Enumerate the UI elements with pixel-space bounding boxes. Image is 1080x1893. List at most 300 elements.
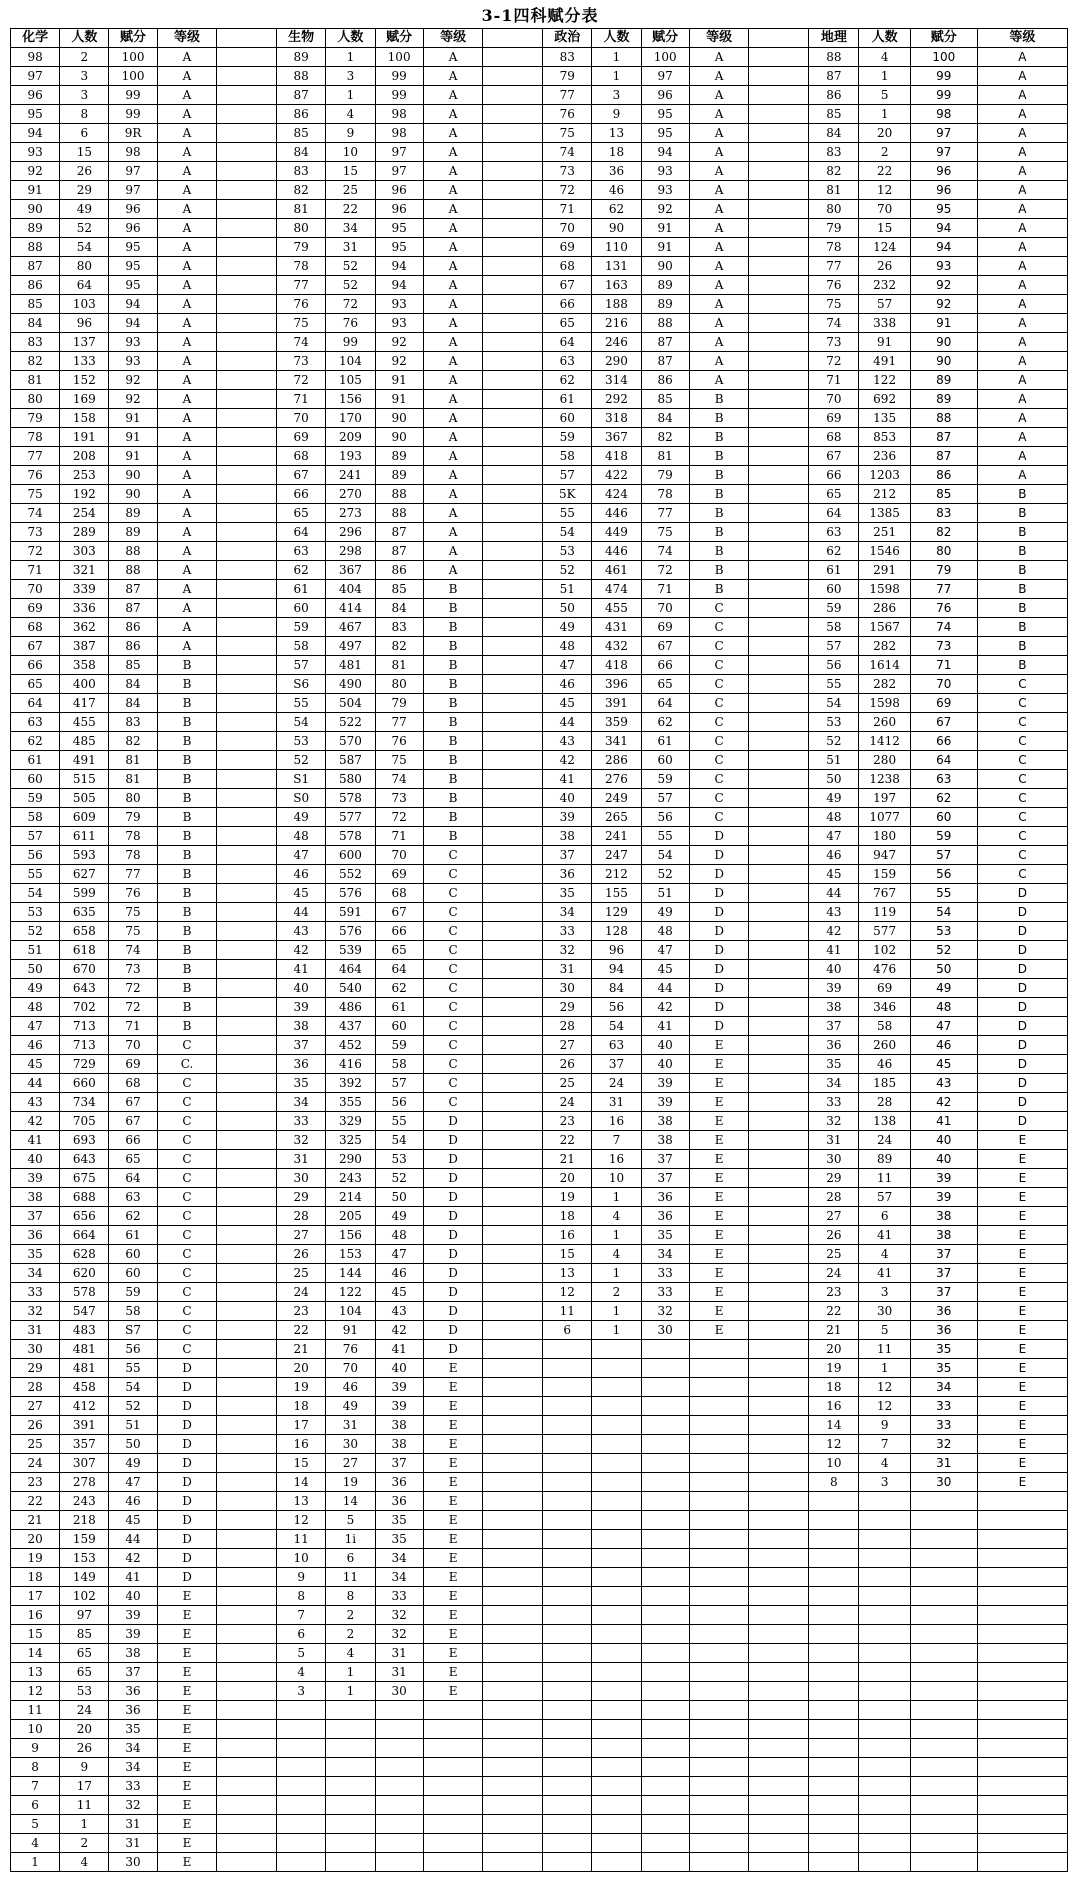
scaled-score-cell: 89 (109, 523, 157, 542)
count-cell: 522 (326, 713, 375, 732)
scaled-score-cell: 99 (910, 86, 977, 105)
table-row (11, 998, 1068, 1017)
spacer-cell (749, 808, 809, 827)
spacer-cell (749, 1530, 809, 1549)
spacer-cell (217, 390, 277, 409)
table-row (11, 1720, 1068, 1739)
grade-cell: B (423, 808, 483, 827)
spacer-cell (749, 865, 809, 884)
scaled-score-cell: 39 (910, 1188, 977, 1207)
raw-score-cell: 73 (809, 333, 859, 352)
spacer-cell (483, 181, 543, 200)
scaled-score-cell: 100 (375, 48, 423, 67)
grade-cell: E (157, 1625, 217, 1644)
spacer-cell (217, 675, 277, 694)
spacer-cell (217, 827, 277, 846)
scaled-score-cell: 98 (109, 143, 157, 162)
scaled-score-cell: 87 (641, 352, 689, 371)
scaled-score-cell: 60 (375, 1017, 423, 1036)
raw-score-cell: 10 (809, 1454, 859, 1473)
count-cell: 185 (859, 1074, 910, 1093)
empty-cell (326, 1758, 375, 1777)
raw-score-cell: 85 (277, 124, 326, 143)
raw-score-cell: 68 (809, 428, 859, 447)
grade-cell: D (689, 941, 749, 960)
spacer-cell (483, 1720, 543, 1739)
scaled-score-cell: 95 (109, 257, 157, 276)
count-cell: 37 (592, 1055, 641, 1074)
raw-score-cell: 69 (809, 409, 859, 428)
scaled-score-cell: 64 (375, 960, 423, 979)
raw-score-cell: 81 (11, 371, 60, 390)
scaled-score-cell: 30 (641, 1321, 689, 1340)
grade-cell: E (157, 1644, 217, 1663)
grade-cell: A (157, 200, 217, 219)
raw-score-cell: 77 (543, 86, 592, 105)
table-row (11, 1473, 1068, 1492)
grade-cell: E (423, 1416, 483, 1435)
count-cell: 24 (60, 1701, 109, 1720)
raw-score-cell: 12 (809, 1435, 859, 1454)
raw-score-cell: 64 (277, 523, 326, 542)
scaled-score-cell: 64 (109, 1169, 157, 1188)
spacer-cell (217, 922, 277, 941)
spacer-cell (749, 276, 809, 295)
scaled-score-cell: 87 (109, 580, 157, 599)
scaled-score-cell: 77 (641, 504, 689, 523)
scaled-score-cell: 38 (641, 1112, 689, 1131)
count-cell: 243 (60, 1492, 109, 1511)
grade-cell: D (423, 1302, 483, 1321)
grade-cell: B (689, 542, 749, 561)
grade-cell: E (689, 1169, 749, 1188)
scaled-score-cell: 61 (109, 1226, 157, 1245)
scaled-score-cell: 68 (375, 884, 423, 903)
empty-cell (543, 1834, 592, 1853)
spacer-cell (217, 1492, 277, 1511)
raw-score-cell: 49 (809, 789, 859, 808)
raw-score-cell: 62 (277, 561, 326, 580)
count-cell: 396 (592, 675, 641, 694)
spacer-cell (217, 580, 277, 599)
count-cell: 4 (592, 1245, 641, 1264)
count-cell: 180 (859, 827, 910, 846)
raw-score-cell: 21 (277, 1340, 326, 1359)
count-cell: 576 (326, 922, 375, 941)
spacer-cell (483, 922, 543, 941)
scaled-score-cell: 96 (109, 200, 157, 219)
spacer-cell (483, 599, 543, 618)
spacer-cell (483, 1625, 543, 1644)
raw-score-cell: 17 (11, 1587, 60, 1606)
empty-cell (641, 1777, 689, 1796)
count-cell: 431 (592, 618, 641, 637)
spacer-cell (749, 504, 809, 523)
empty-cell (592, 1701, 641, 1720)
grade-cell: E (157, 1834, 217, 1853)
grade-cell: E (689, 1036, 749, 1055)
spacer-cell (217, 1055, 277, 1074)
grade-cell: C (689, 732, 749, 751)
raw-score-cell: 12 (277, 1511, 326, 1530)
grade-cell: A (423, 143, 483, 162)
spacer-cell (217, 1739, 277, 1758)
count-cell: 2 (326, 1606, 375, 1625)
spacer-cell (483, 865, 543, 884)
scaled-score-cell: 96 (109, 219, 157, 238)
empty-cell (641, 1701, 689, 1720)
spacer-cell (483, 884, 543, 903)
raw-score-cell: 50 (11, 960, 60, 979)
spacer-cell (483, 675, 543, 694)
scaled-score-cell: 40 (375, 1359, 423, 1378)
spacer-cell (483, 428, 543, 447)
count-cell: 31 (326, 1416, 375, 1435)
scaled-score-cell: 90 (109, 466, 157, 485)
count-cell: 1 (859, 67, 910, 86)
count-cell: 611 (60, 827, 109, 846)
grade-cell: C (689, 713, 749, 732)
spacer-cell (217, 808, 277, 827)
empty-cell (326, 1834, 375, 1853)
raw-score-cell: 51 (543, 580, 592, 599)
empty-cell (910, 1796, 977, 1815)
grade-cell: D (977, 1112, 1067, 1131)
scaled-score-cell: 45 (375, 1283, 423, 1302)
count-cell: 853 (859, 428, 910, 447)
raw-score-cell: 44 (809, 884, 859, 903)
grade-cell: D (689, 903, 749, 922)
raw-score-cell: 54 (809, 694, 859, 713)
grade-cell: A (423, 428, 483, 447)
scaled-score-cell: 62 (641, 713, 689, 732)
grade-cell: B (977, 485, 1067, 504)
grade-cell: A (689, 371, 749, 390)
raw-score-cell: 60 (11, 770, 60, 789)
count-cell: 552 (326, 865, 375, 884)
spacer-cell (483, 105, 543, 124)
empty-cell (910, 1625, 977, 1644)
scaled-score-cell: 36 (375, 1492, 423, 1511)
raw-score-cell: 20 (277, 1359, 326, 1378)
raw-score-cell: 75 (543, 124, 592, 143)
grade-cell: E (689, 1074, 749, 1093)
raw-score-cell: 29 (277, 1188, 326, 1207)
empty-cell (326, 1853, 375, 1872)
empty-cell (977, 1720, 1067, 1739)
raw-score-cell: 86 (277, 105, 326, 124)
empty-cell (910, 1511, 977, 1530)
scaled-score-cell: 89 (641, 276, 689, 295)
raw-score-cell: 55 (11, 865, 60, 884)
raw-score-cell: 40 (543, 789, 592, 808)
spacer-cell (217, 1378, 277, 1397)
scaled-score-cell: 94 (375, 257, 423, 276)
grade-cell: A (157, 295, 217, 314)
empty-cell (809, 1815, 859, 1834)
raw-score-cell: 60 (809, 580, 859, 599)
grade-cell: B (423, 675, 483, 694)
spacer-cell (483, 1796, 543, 1815)
scaled-score-cell: 85 (375, 580, 423, 599)
scaled-score-cell: 71 (375, 827, 423, 846)
scaled-score-cell: 94 (641, 143, 689, 162)
raw-score-cell: 49 (11, 979, 60, 998)
scaled-score-cell: 36 (109, 1701, 157, 1720)
raw-score-cell: 75 (11, 485, 60, 504)
table-row (11, 1454, 1068, 1473)
scaled-score-cell: 40 (910, 1150, 977, 1169)
spacer-cell (483, 162, 543, 181)
empty-cell (689, 1758, 749, 1777)
count-cell: 291 (859, 561, 910, 580)
empty-cell (977, 1682, 1067, 1701)
grade-cell: E (977, 1416, 1067, 1435)
scaled-score-cell: 98 (910, 105, 977, 124)
spacer-cell (483, 48, 543, 67)
grade-cell: A (977, 181, 1067, 200)
empty-cell (543, 1587, 592, 1606)
grade-cell: C (423, 1074, 483, 1093)
empty-cell (641, 1587, 689, 1606)
table-row (11, 485, 1068, 504)
grade-cell: A (423, 371, 483, 390)
scaled-score-cell: 69 (910, 694, 977, 713)
raw-score-cell: 82 (277, 181, 326, 200)
raw-score-cell: 33 (543, 922, 592, 941)
grade-cell: B (423, 770, 483, 789)
grade-cell: B (977, 561, 1067, 580)
raw-score-cell: 70 (277, 409, 326, 428)
count-cell: 273 (326, 504, 375, 523)
empty-cell (543, 1435, 592, 1454)
scaled-score-cell: 92 (910, 276, 977, 295)
spacer-cell (749, 1473, 809, 1492)
table-row (11, 789, 1068, 808)
count-cell: 158 (60, 409, 109, 428)
raw-score-cell: 55 (809, 675, 859, 694)
grade-cell: C (423, 865, 483, 884)
empty-cell (326, 1720, 375, 1739)
raw-score-cell: 22 (277, 1321, 326, 1340)
grade-cell: C (423, 846, 483, 865)
grade-cell: C (423, 1055, 483, 1074)
count-cell: 362 (60, 618, 109, 637)
raw-score-cell: 24 (11, 1454, 60, 1473)
grade-cell: C (423, 884, 483, 903)
raw-score-cell: 62 (11, 732, 60, 751)
scaled-score-cell: 92 (375, 352, 423, 371)
count-cell: 618 (60, 941, 109, 960)
scaled-score-cell: 41 (375, 1340, 423, 1359)
raw-score-cell: 11 (11, 1701, 60, 1720)
grade-cell: D (157, 1359, 217, 1378)
count-cell: 2 (592, 1283, 641, 1302)
spacer-cell (483, 1568, 543, 1587)
spacer-cell (749, 409, 809, 428)
raw-score-cell: 77 (809, 257, 859, 276)
count-cell: 254 (60, 504, 109, 523)
raw-score-cell: 41 (277, 960, 326, 979)
grade-cell: B (689, 447, 749, 466)
count-cell: 474 (592, 580, 641, 599)
scaled-score-cell: 71 (109, 1017, 157, 1036)
grade-cell: A (977, 238, 1067, 257)
spacer-cell (217, 276, 277, 295)
grade-cell: C (977, 751, 1067, 770)
count-cell: 144 (326, 1264, 375, 1283)
grade-cell: E (157, 1777, 217, 1796)
column-header: 人数 (859, 29, 910, 48)
spacer-cell (217, 1853, 277, 1872)
table-row (11, 1150, 1068, 1169)
empty-cell (277, 1758, 326, 1777)
grade-cell: A (977, 143, 1067, 162)
count-cell: 96 (592, 941, 641, 960)
scaled-score-cell: 59 (375, 1036, 423, 1055)
empty-cell (859, 1530, 910, 1549)
scaled-score-cell: 54 (910, 903, 977, 922)
spacer-cell (749, 1264, 809, 1283)
grade-cell: A (423, 561, 483, 580)
scaled-score-cell: 45 (910, 1055, 977, 1074)
raw-score-cell: 6 (277, 1625, 326, 1644)
grade-cell: C (689, 789, 749, 808)
raw-score-cell: 53 (11, 903, 60, 922)
spacer-cell (749, 466, 809, 485)
spacer-cell (217, 1701, 277, 1720)
empty-cell (809, 1853, 859, 1872)
grade-cell: C (689, 770, 749, 789)
spacer-cell (217, 1777, 277, 1796)
raw-score-cell: 8 (277, 1587, 326, 1606)
table-row (11, 713, 1068, 732)
raw-score-cell: 37 (11, 1207, 60, 1226)
raw-score-cell: 59 (543, 428, 592, 447)
empty-cell (641, 1739, 689, 1758)
count-cell: 54 (592, 1017, 641, 1036)
spacer-cell (217, 1359, 277, 1378)
scaled-score-cell: 52 (375, 1169, 423, 1188)
grade-cell: C (157, 1207, 217, 1226)
scaled-score-cell: 91 (910, 314, 977, 333)
grade-cell: A (157, 181, 217, 200)
spacer-cell (749, 352, 809, 371)
table-row (11, 1207, 1068, 1226)
count-cell: 251 (859, 523, 910, 542)
count-cell: 278 (60, 1473, 109, 1492)
scaled-score-cell: 65 (641, 675, 689, 694)
raw-score-cell: 67 (11, 637, 60, 656)
count-cell: 57 (859, 295, 910, 314)
scaled-score-cell: 47 (641, 941, 689, 960)
spacer-cell (749, 1245, 809, 1264)
count-cell: 131 (592, 257, 641, 276)
grade-cell: C (157, 1321, 217, 1340)
table-row (11, 1511, 1068, 1530)
spacer-cell (749, 1435, 809, 1454)
raw-score-cell: 44 (543, 713, 592, 732)
empty-cell (543, 1511, 592, 1530)
grade-cell: C (157, 1131, 217, 1150)
count-cell: 249 (592, 789, 641, 808)
raw-score-cell: 28 (277, 1207, 326, 1226)
count-cell: 656 (60, 1207, 109, 1226)
count-cell: 481 (60, 1340, 109, 1359)
scaled-score-cell: 95 (109, 238, 157, 257)
count-cell: 30 (326, 1435, 375, 1454)
scaled-score-cell: 66 (910, 732, 977, 751)
raw-score-cell: 71 (543, 200, 592, 219)
empty-cell (375, 1739, 423, 1758)
scaled-score-cell: 42 (375, 1321, 423, 1340)
scaled-score-cell: 70 (641, 599, 689, 618)
raw-score-cell: 20 (11, 1530, 60, 1549)
grade-cell: A (157, 390, 217, 409)
raw-score-cell: 63 (809, 523, 859, 542)
count-cell: 702 (60, 998, 109, 1017)
table-row (11, 1416, 1068, 1435)
raw-score-cell: 26 (277, 1245, 326, 1264)
count-cell: 270 (326, 485, 375, 504)
raw-score-cell: 61 (11, 751, 60, 770)
scaled-score-cell: 35 (375, 1530, 423, 1549)
grade-cell: E (423, 1397, 483, 1416)
spacer-cell (749, 1663, 809, 1682)
count-cell: 84 (592, 979, 641, 998)
spacer-cell (483, 1207, 543, 1226)
count-cell: 276 (592, 770, 641, 789)
empty-cell (809, 1663, 859, 1682)
grade-cell: E (977, 1435, 1067, 1454)
empty-cell (689, 1416, 749, 1435)
spacer-cell (217, 257, 277, 276)
scaled-score-cell: 35 (910, 1359, 977, 1378)
count-cell: 104 (326, 1302, 375, 1321)
spacer-cell (217, 1397, 277, 1416)
count-cell: 3 (592, 86, 641, 105)
grade-cell: E (977, 1378, 1067, 1397)
scaled-score-cell: 89 (109, 504, 157, 523)
grade-cell: A (423, 219, 483, 238)
scaled-score-cell: 93 (109, 333, 157, 352)
count-cell: 416 (326, 1055, 375, 1074)
table-row (11, 1264, 1068, 1283)
scaled-score-cell: 46 (375, 1264, 423, 1283)
table-row (11, 1815, 1068, 1834)
spacer-cell (217, 1207, 277, 1226)
grade-cell: A (423, 257, 483, 276)
grade-cell: A (423, 390, 483, 409)
raw-score-cell: 6 (11, 1796, 60, 1815)
raw-score-cell: 22 (543, 1131, 592, 1150)
empty-cell (641, 1416, 689, 1435)
table-row (11, 371, 1068, 390)
raw-score-cell: 73 (11, 523, 60, 542)
grade-cell: C (423, 903, 483, 922)
count-cell: 10 (326, 143, 375, 162)
scaled-score-cell: 57 (375, 1074, 423, 1093)
scaled-score-cell: 53 (910, 922, 977, 941)
scaled-score-cell: 48 (910, 998, 977, 1017)
scaled-score-cell: 30 (910, 1473, 977, 1492)
empty-cell (809, 1720, 859, 1739)
scaled-score-cell: 65 (109, 1150, 157, 1169)
spacer-cell (483, 1663, 543, 1682)
scaled-score-cell: 92 (641, 200, 689, 219)
column-header: 赋分 (641, 29, 689, 48)
count-cell: 119 (859, 903, 910, 922)
